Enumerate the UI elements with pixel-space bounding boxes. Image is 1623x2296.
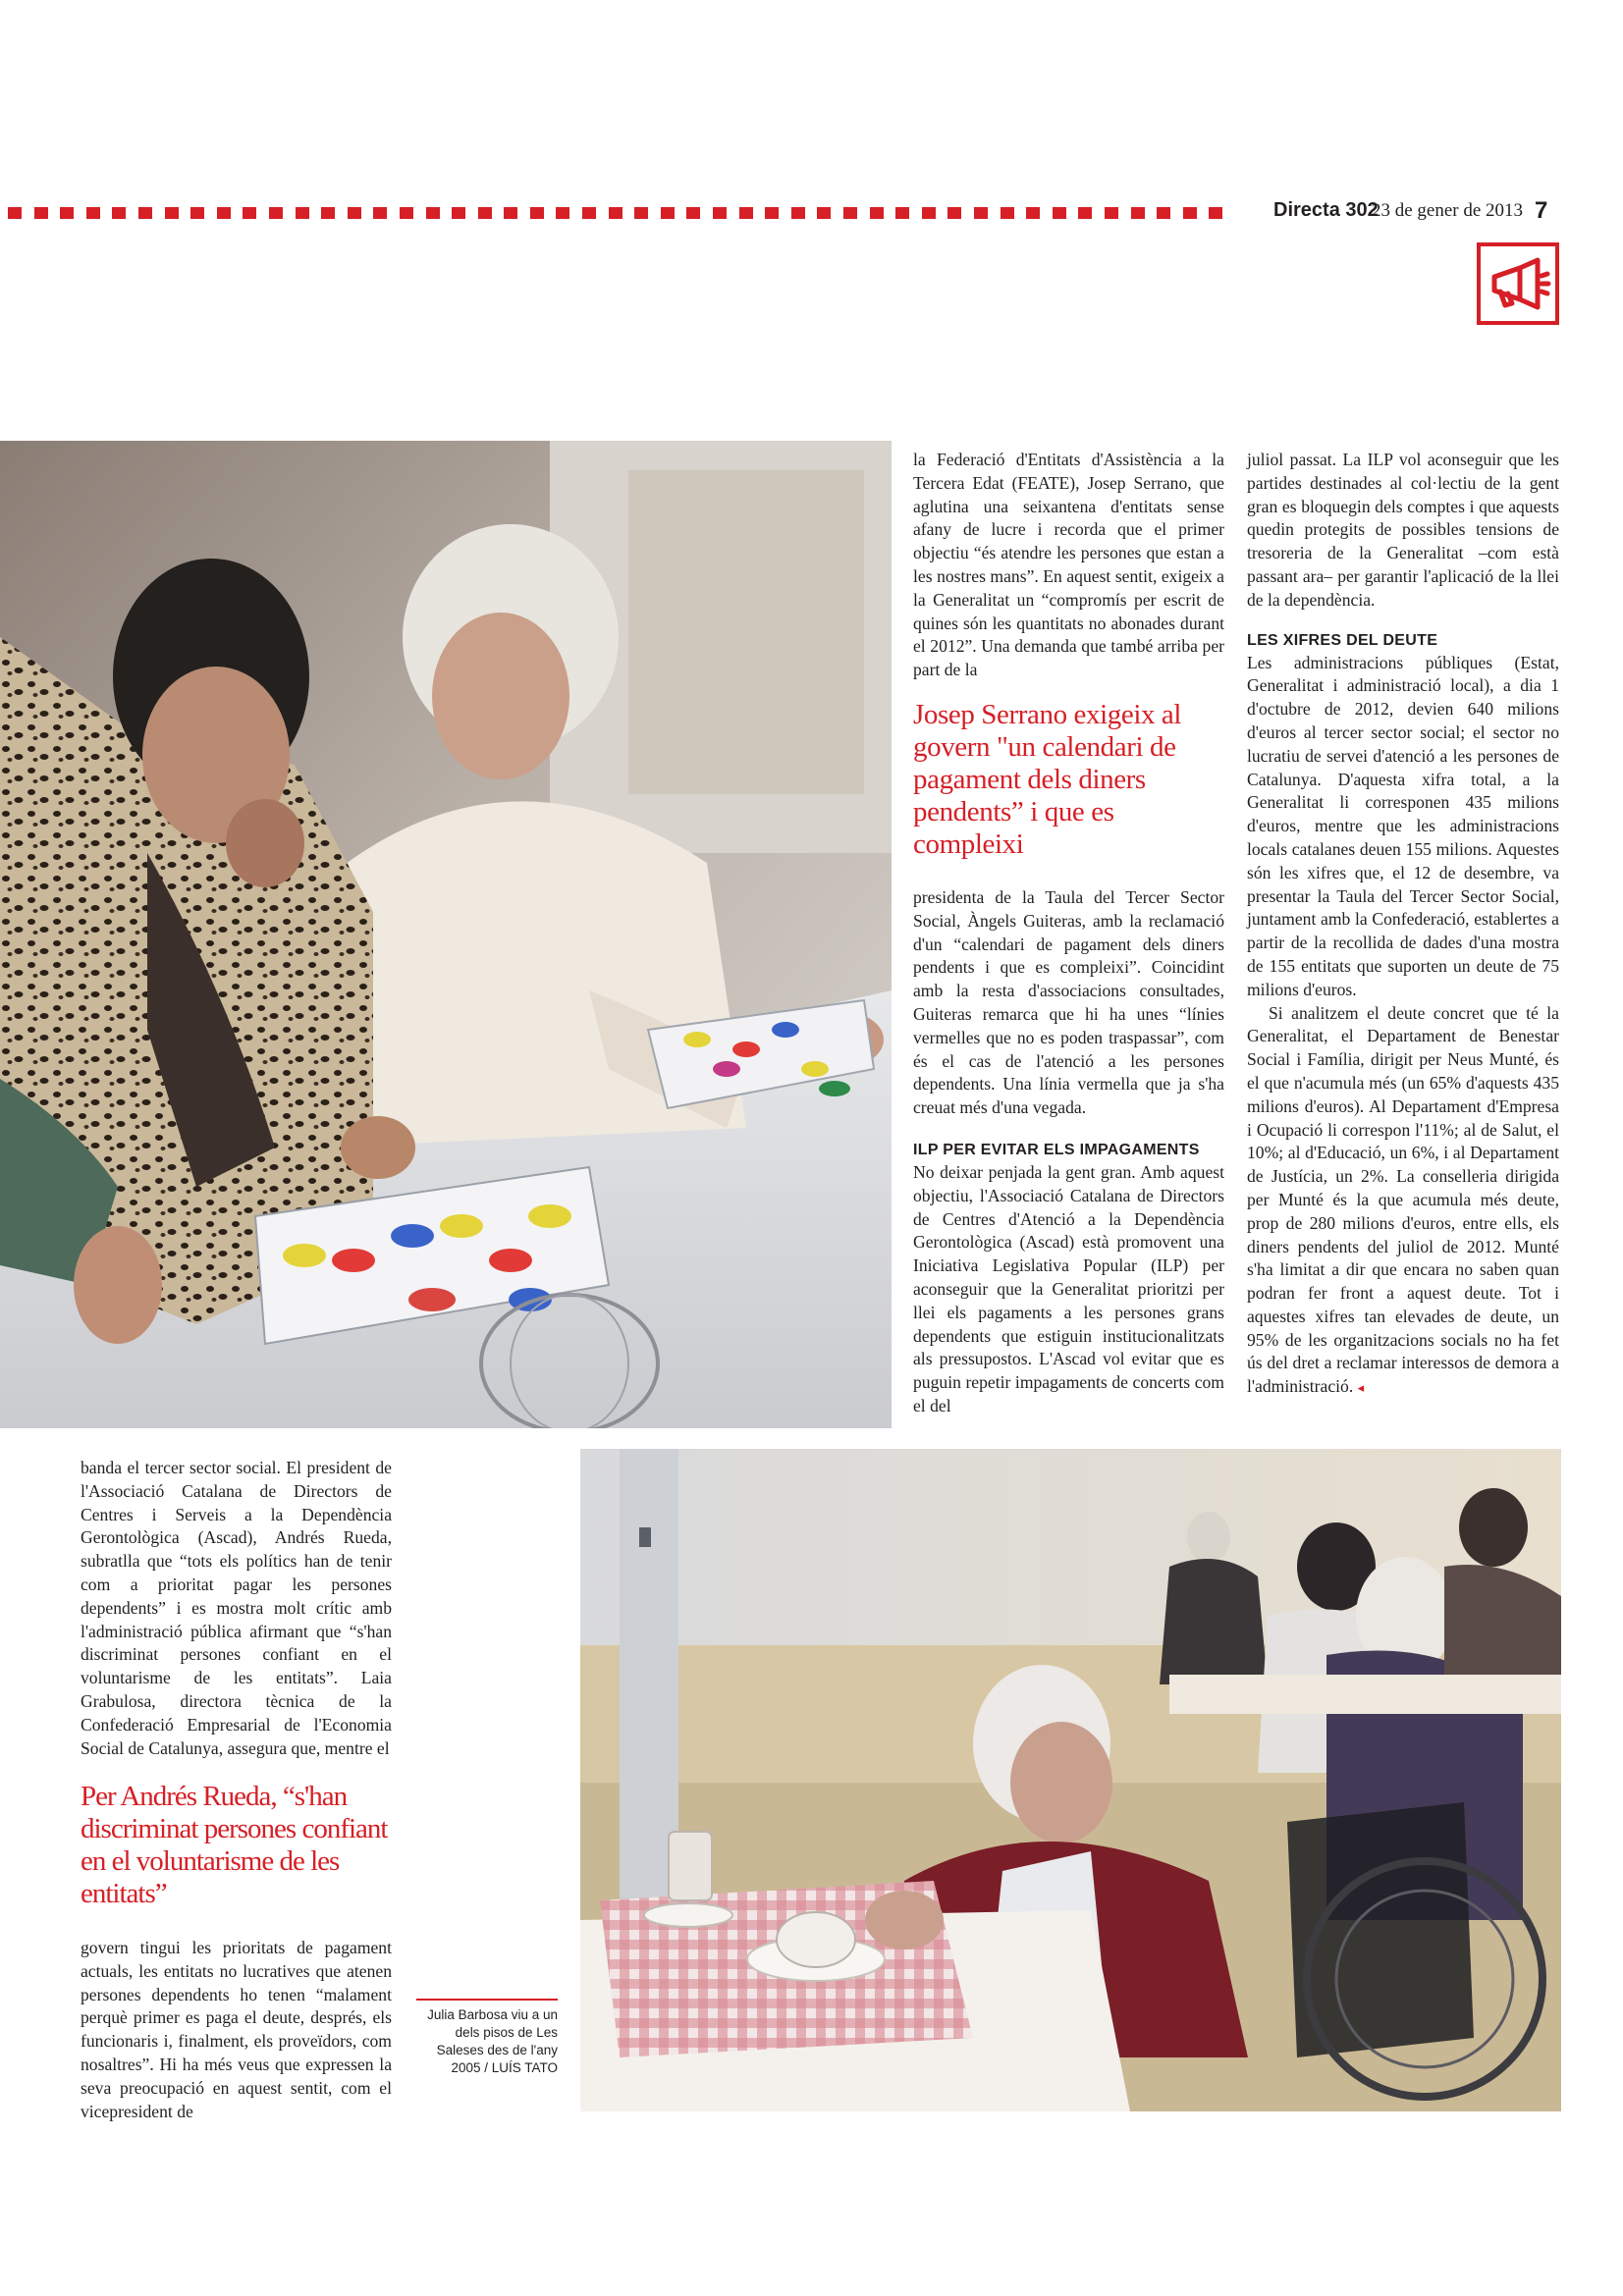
header-dash [739,207,753,219]
header-dash [1209,207,1222,219]
paragraph: la Federació d'Entitats d'Assistència a la Tercera Edat (FEATE), Josep Serrano, que aglutina una seixantena d'entitats sense afany de lucre i recorda que el primer objectiu “és atendre les persones que estan a les nostres mans”. En aquest sentit, exigeix a la Generalitat un “compromís per escrit de quines són les quantitats no abonades durant el 2012”. Una demanda que també arriba per part de la [913,450,1224,680]
header-dash [870,207,884,219]
header-dash [1105,207,1118,219]
header-dash [1053,207,1066,219]
article-column-c [81,1457,392,1760]
header-dash [974,207,988,219]
article-column-b [1247,449,1559,1400]
header-dash [634,207,648,219]
article-column-a [913,449,1224,682]
header-dash [400,207,413,219]
header-dash [452,207,465,219]
header-dash [582,207,596,219]
section-icon-box [1477,242,1559,325]
paragraph: juliol passat. La ILP vol aconseguir que les partides destinades al col·lectiu de la gent gran es bloquegin dels comptes i que aquests quedin protegits de possibles tensions de tresoreria de la Generalitat –com està passant ara– per garantir l'aplicació de la llei de la dependència. [1247,450,1559,610]
header-dash [895,207,909,219]
header-dash [217,207,231,219]
header-dash [34,207,48,219]
header-dash [190,207,204,219]
header-dash [478,207,492,219]
pullquote-serrano: Josep Serrano exigeix al govern "un calendari de pagament dels diners pendents” i que es compleixi [913,699,1182,860]
pullquote-rueda: Per Andrés Rueda, “s'han discriminat persones confiant en el voluntarisme de les entitats” [81,1781,388,1909]
header-dash [269,207,283,219]
paragraph: govern tingui les prioritats de pagament actuals, les entitats no lucratives que atenen persones dependents ho tenen “malament perquè primer es paga el deute, després, els funcionaris i, finalment, els proveïdors, com nosaltres”. Hi ha més veus que expressen la seva preocupació en aquest sentit, com el vicepresident de [81,1938,392,2121]
publication-name: Directa 302 [1273,199,1379,221]
header-dash [556,207,569,219]
header-dash [713,207,727,219]
megaphone-icon [1481,246,1555,321]
photo-elderly-women-bingo [0,441,892,1428]
subheading-xifres: LES XIFRES DEL DEUTE [1247,631,1438,649]
paragraph: Les administracions públiques (Estat, Generalitat i administració local), a dia 1 d'octubre de 2012, devien 640 milions d'euros al tercer sector social; el sector no lucratiu de servei d'atenció a les persones de Catalunya. D'aquesta xifra total, a la Generalitat li corresponen 435 milions d'euros, mentre que les administracions locals catalanes deuen 155 milions. Aquestes són les xifres que, el 12 de desembre, va presentar la Taula del Tercer Sector Social, juntament amb la Confederació, establertes a partir de la recollida de dades d'una mostra de 155 entitats que suporten un deute de 75 milions d'euros. [1247,652,1559,999]
header-dash [1078,207,1092,219]
header-dash [60,207,74,219]
header-dash [686,207,700,219]
header-dash [791,207,805,219]
page-number: 7 [1535,197,1548,224]
header-dash [1131,207,1145,219]
header-dash [530,207,544,219]
header-dash [922,207,936,219]
issue-date: 23 de gener de 2013 [1372,200,1524,221]
header-dash [426,207,440,219]
header-dash [1001,207,1014,219]
header-dash [609,207,622,219]
header-dash [112,207,126,219]
header-dash [1157,207,1170,219]
header-dash [243,207,256,219]
header-dash [661,207,675,219]
paragraph-text: Si analitzem el deute concret que té la Generalitat, el Departament de Benestar Social i Família, dirigit per Neus Munté, és el que n'acumula més (un 65% d'aquests 435 milions d'euros). Al Departament d'Empresa i Ocupació li correspon l'11%; al de Salut, el 10%; al d'Educació, un 6%, i al Departament de Justícia, un 2%. La conselleria dirigida per Munté és la que acumula més deute, prop de 280 milions d'euros, entre ells, els diners pendents del juliol de 2012. Munté s'ha limitat a dir que encara no saben quan podran fer front a aquest deute. Tot i aquestes xifres tan elevades de deute, un 95% de les organitzacions socials no ha fet ús del dret a reclamar interessos de demora a l'administració. [1247,1002,1559,1397]
header-dash [321,207,335,219]
header-dash [1183,207,1197,219]
photo-caption: Julia Barbosa viu a un dels pisos de Les Saleses des de l'any 2005 / LUÍS TATO [427,2007,558,2075]
header-dash [504,207,517,219]
header-dash [296,207,309,219]
header-dash [947,207,961,219]
caption-rule [416,1999,558,2001]
article-column-a-continued [913,886,1224,1418]
header-dash-rule [8,207,1221,221]
article-column-c-continued [81,1937,392,2123]
header-dash [1026,207,1040,219]
header-dash [843,207,857,219]
photo-dining-room-wheelchair [580,1449,1561,2111]
paragraph: No deixar penjada la gent gran. Amb aquest objectiu, l'Associació Catalana de Directors de Centres d'Atenció a la Dependència Gerontològica (Ascad) està promovent una Iniciativa Legislativa Popular (ILP) per aconseguir que la Generalitat prioritzi per llei els pagaments a les persones grans dependents que estiguin institucionalitzats als pressupostos. L'Ascad vol evitar que es puguin repetir impagaments de concerts com el del [913,1161,1224,1415]
header-dash [138,207,152,219]
header-dash [348,207,361,219]
header-dash [373,207,387,219]
header-dash [817,207,831,219]
header-dash [8,207,22,219]
header-dash [765,207,779,219]
paragraph: banda el tercer sector social. El president de l'Associació Catalana de Directors de Centres i Serveis a la Dependència Gerontològica (Ascad), Andrés Rueda, subratlla que “tots els polítics han de tenir com a prioritat pagar les persones dependents” i es mostra molt crític amb l'administració pública afirmant que “s'han discriminat persones confiant en el voluntarisme de les entitats”. Laia Grabulosa, directora tècnica de la Confederació Empresarial de l'Economia Social de Catalunya, assegura que, mentre el [81,1458,392,1758]
header-dash [86,207,100,219]
paragraph [1247,1002,1559,1401]
header-dash [165,207,179,219]
end-mark: ◂ [1357,1380,1365,1396]
subheading-ilp: ILP PER EVITAR ELS IMPAGAMENTS [913,1141,1200,1158]
paragraph: presidenta de la Taula del Tercer Sector Social, Àngels Guiteras, amb la reclamació d'un “calendari de pagament dels diners pendents i que es compleixi”. Coincidint amb la resta d'associacions consultades, Guiteras remarca que hi ha unes “línies vermelles que no es poden traspassar”, com és el cas de l'atenció a les persones dependents. Una línia vermella que ja s'ha creuat més d'una vegada. [913,887,1224,1118]
